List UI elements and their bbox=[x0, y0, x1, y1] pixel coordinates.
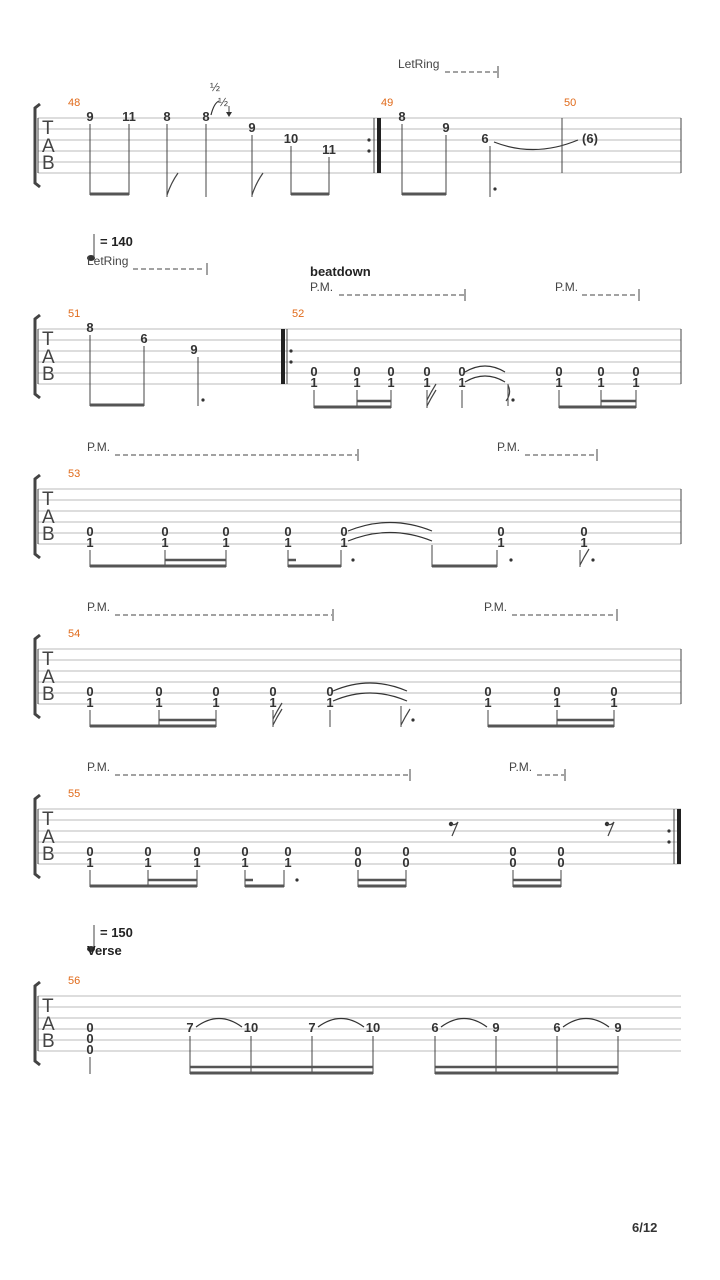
measure-number: 54 bbox=[68, 628, 81, 640]
fret-number: 9 bbox=[614, 1020, 622, 1035]
system-1 bbox=[35, 57, 681, 197]
fret-number: 0 bbox=[310, 364, 318, 379]
fret-number: 0 bbox=[144, 844, 152, 859]
fret-number: 8 bbox=[398, 109, 406, 124]
tab-letter: B bbox=[42, 364, 55, 385]
tab-letter: B bbox=[42, 524, 55, 545]
tab-letter: A bbox=[42, 1014, 55, 1035]
measure-number: 53 bbox=[68, 468, 81, 480]
note-group bbox=[186, 1020, 621, 1035]
tab-letter: T bbox=[42, 809, 54, 830]
fret-number: 6 bbox=[553, 1020, 561, 1035]
tab-letter: A bbox=[42, 667, 55, 688]
fret-number: 0 bbox=[86, 524, 94, 539]
fret-number: 1 bbox=[597, 375, 605, 390]
fret-number: 10 bbox=[243, 1020, 259, 1035]
tab-letter: B bbox=[42, 684, 55, 705]
fret-number: 1 bbox=[284, 535, 292, 550]
fret-number: 0 bbox=[557, 855, 565, 870]
fret-number: 1 bbox=[269, 695, 277, 710]
fret-number: 6 bbox=[481, 131, 489, 146]
fret-number: 1 bbox=[222, 535, 230, 550]
fret-number: 9 bbox=[248, 120, 256, 135]
fret-number: 1 bbox=[144, 855, 152, 870]
fret-number: 1 bbox=[326, 695, 334, 710]
fret-number: 8 bbox=[163, 109, 171, 124]
rhythm-stems bbox=[190, 1036, 618, 1074]
fret-number: 1 bbox=[610, 695, 618, 710]
measure-number: 55 bbox=[68, 788, 81, 800]
fret-number: 0 bbox=[284, 524, 292, 539]
fret-number: 10 bbox=[283, 131, 299, 146]
fret-number: 0 bbox=[86, 1042, 94, 1057]
fret-number: 0 bbox=[423, 364, 431, 379]
fret-number: 1 bbox=[193, 855, 201, 870]
fret-number: 0 bbox=[497, 524, 505, 539]
tab-letter: A bbox=[42, 827, 55, 848]
fret-number: 0 bbox=[632, 364, 640, 379]
eighth-rest-icon bbox=[449, 822, 458, 836]
fret-number: 0 bbox=[387, 364, 395, 379]
system-3 bbox=[35, 440, 681, 567]
fret-number: 1 bbox=[212, 695, 220, 710]
fret-number: 1 bbox=[241, 855, 249, 870]
fret-number: 1 bbox=[553, 695, 561, 710]
fret-number: 0 bbox=[193, 844, 201, 859]
measure-number: 49 bbox=[381, 97, 394, 109]
tab-letter: A bbox=[42, 347, 55, 368]
fret-number: 1 bbox=[155, 695, 163, 710]
fret-number: 1 bbox=[340, 535, 348, 550]
fret-number: 7 bbox=[308, 1020, 316, 1035]
fret-number: 0 bbox=[161, 524, 169, 539]
tempo-marking: = 150 bbox=[100, 925, 133, 940]
rhythm-stems bbox=[90, 683, 614, 727]
fret-number: 0 bbox=[553, 684, 561, 699]
chord-group bbox=[86, 524, 587, 550]
tab-letter: T bbox=[42, 118, 54, 139]
measure-number: 52 bbox=[292, 308, 305, 320]
tab-letter: A bbox=[42, 136, 55, 157]
fret-number: 1 bbox=[387, 375, 395, 390]
fret-number: 1 bbox=[86, 855, 94, 870]
tab-letter: A bbox=[42, 507, 55, 528]
palm-mute-label: P.M. bbox=[87, 760, 111, 774]
measure-number: 56 bbox=[68, 975, 81, 987]
palm-mute-label: P.M. bbox=[87, 600, 111, 614]
let-ring-label: LetRing bbox=[398, 57, 440, 71]
section-label: Verse bbox=[87, 943, 122, 958]
fret-number: 9 bbox=[442, 120, 450, 135]
system-2 bbox=[35, 234, 681, 408]
tab-letter: B bbox=[42, 844, 55, 865]
eighth-rest-icon bbox=[605, 822, 614, 836]
fret-number: 6 bbox=[431, 1020, 439, 1035]
staff-lines bbox=[38, 649, 681, 704]
fret-number: 0 bbox=[222, 524, 230, 539]
fret-number: 0 bbox=[402, 855, 410, 870]
rhythm-stems bbox=[90, 870, 561, 887]
tab-letter: B bbox=[42, 1031, 55, 1052]
system-5 bbox=[35, 760, 681, 887]
let-ring-label: LetRing bbox=[87, 254, 129, 268]
fret-number: 1 bbox=[310, 375, 318, 390]
fret-number: 0 bbox=[284, 844, 292, 859]
fret-number: 8 bbox=[86, 320, 94, 335]
bend-amount: ½ bbox=[210, 80, 221, 94]
fret-number: 0 bbox=[241, 844, 249, 859]
fret-number: 0 bbox=[86, 684, 94, 699]
rhythm-stems bbox=[314, 366, 636, 408]
fret-number: 0 bbox=[86, 844, 94, 859]
tab-letter: T bbox=[42, 649, 54, 670]
fret-number: 0 bbox=[155, 684, 163, 699]
palm-mute-label: P.M. bbox=[509, 760, 533, 774]
tab-letter: T bbox=[42, 996, 54, 1017]
fret-number: 0 bbox=[597, 364, 605, 379]
palm-mute-label: P.M. bbox=[555, 280, 579, 294]
fret-number: 1 bbox=[484, 695, 492, 710]
palm-mute-label: P.M. bbox=[87, 440, 111, 454]
fret-number: 0 bbox=[212, 684, 220, 699]
fret-number: 8 bbox=[202, 109, 210, 124]
fret-number: 0 bbox=[354, 844, 362, 859]
section-label: beatdown bbox=[310, 264, 371, 279]
fret-number: 0 bbox=[484, 684, 492, 699]
fret-number: 0 bbox=[86, 1020, 94, 1035]
fret-number: 1 bbox=[632, 375, 640, 390]
fret-number: 10 bbox=[365, 1020, 381, 1035]
fret-number: 9 bbox=[86, 109, 94, 124]
chord-group bbox=[86, 684, 617, 710]
palm-mute-label: P.M. bbox=[484, 600, 508, 614]
fret-number: 0 bbox=[269, 684, 277, 699]
measure-number: 50 bbox=[564, 97, 577, 109]
fret-number: 1 bbox=[86, 535, 94, 550]
palm-mute-label: P.M. bbox=[310, 280, 334, 294]
fret-number: 0 bbox=[610, 684, 618, 699]
fret-number: 1 bbox=[353, 375, 361, 390]
fret-number: 1 bbox=[423, 375, 431, 390]
chord-group bbox=[86, 844, 564, 870]
system-6 bbox=[35, 925, 681, 1074]
fret-number: 0 bbox=[86, 1031, 94, 1046]
fret-number: (6) bbox=[582, 131, 598, 146]
fret-number: 1 bbox=[161, 535, 169, 550]
fret-number: 0 bbox=[509, 855, 517, 870]
fret-number: 11 bbox=[122, 109, 136, 124]
fret-number: 0 bbox=[353, 364, 361, 379]
system-4 bbox=[35, 600, 681, 727]
fret-number: 1 bbox=[580, 535, 588, 550]
page-number: 6/12 bbox=[632, 1220, 658, 1235]
fret-number: 1 bbox=[458, 375, 466, 390]
bend-release-amount: ½ bbox=[218, 95, 229, 109]
fret-number: 0 bbox=[340, 524, 348, 539]
fret-number: 0 bbox=[557, 844, 565, 859]
fret-number: 0 bbox=[458, 364, 466, 379]
tab-letter: B bbox=[42, 153, 55, 174]
fret-number: 0 bbox=[555, 364, 563, 379]
fret-number: 0 bbox=[354, 855, 362, 870]
fret-number: 9 bbox=[492, 1020, 500, 1035]
fret-number: 1 bbox=[555, 375, 563, 390]
tab-letter: T bbox=[42, 489, 54, 510]
fret-number: 0 bbox=[580, 524, 588, 539]
measure-number: 51 bbox=[68, 308, 81, 320]
fret-number: 0 bbox=[402, 844, 410, 859]
fret-number: 6 bbox=[140, 331, 148, 346]
fret-number: 11 bbox=[322, 142, 336, 157]
tempo-marking: = 140 bbox=[100, 234, 133, 249]
fret-number: 1 bbox=[497, 535, 505, 550]
tie bbox=[494, 140, 578, 150]
measure-number: 48 bbox=[68, 97, 81, 109]
fret-number: 7 bbox=[186, 1020, 194, 1035]
fret-number: 9 bbox=[190, 342, 198, 357]
fret-number: 1 bbox=[86, 695, 94, 710]
palm-mute-label: P.M. bbox=[497, 440, 521, 454]
fret-number: 0 bbox=[326, 684, 334, 699]
fret-number: 1 bbox=[284, 855, 292, 870]
fret-number: 0 bbox=[509, 844, 517, 859]
tab-letter: T bbox=[42, 329, 54, 350]
